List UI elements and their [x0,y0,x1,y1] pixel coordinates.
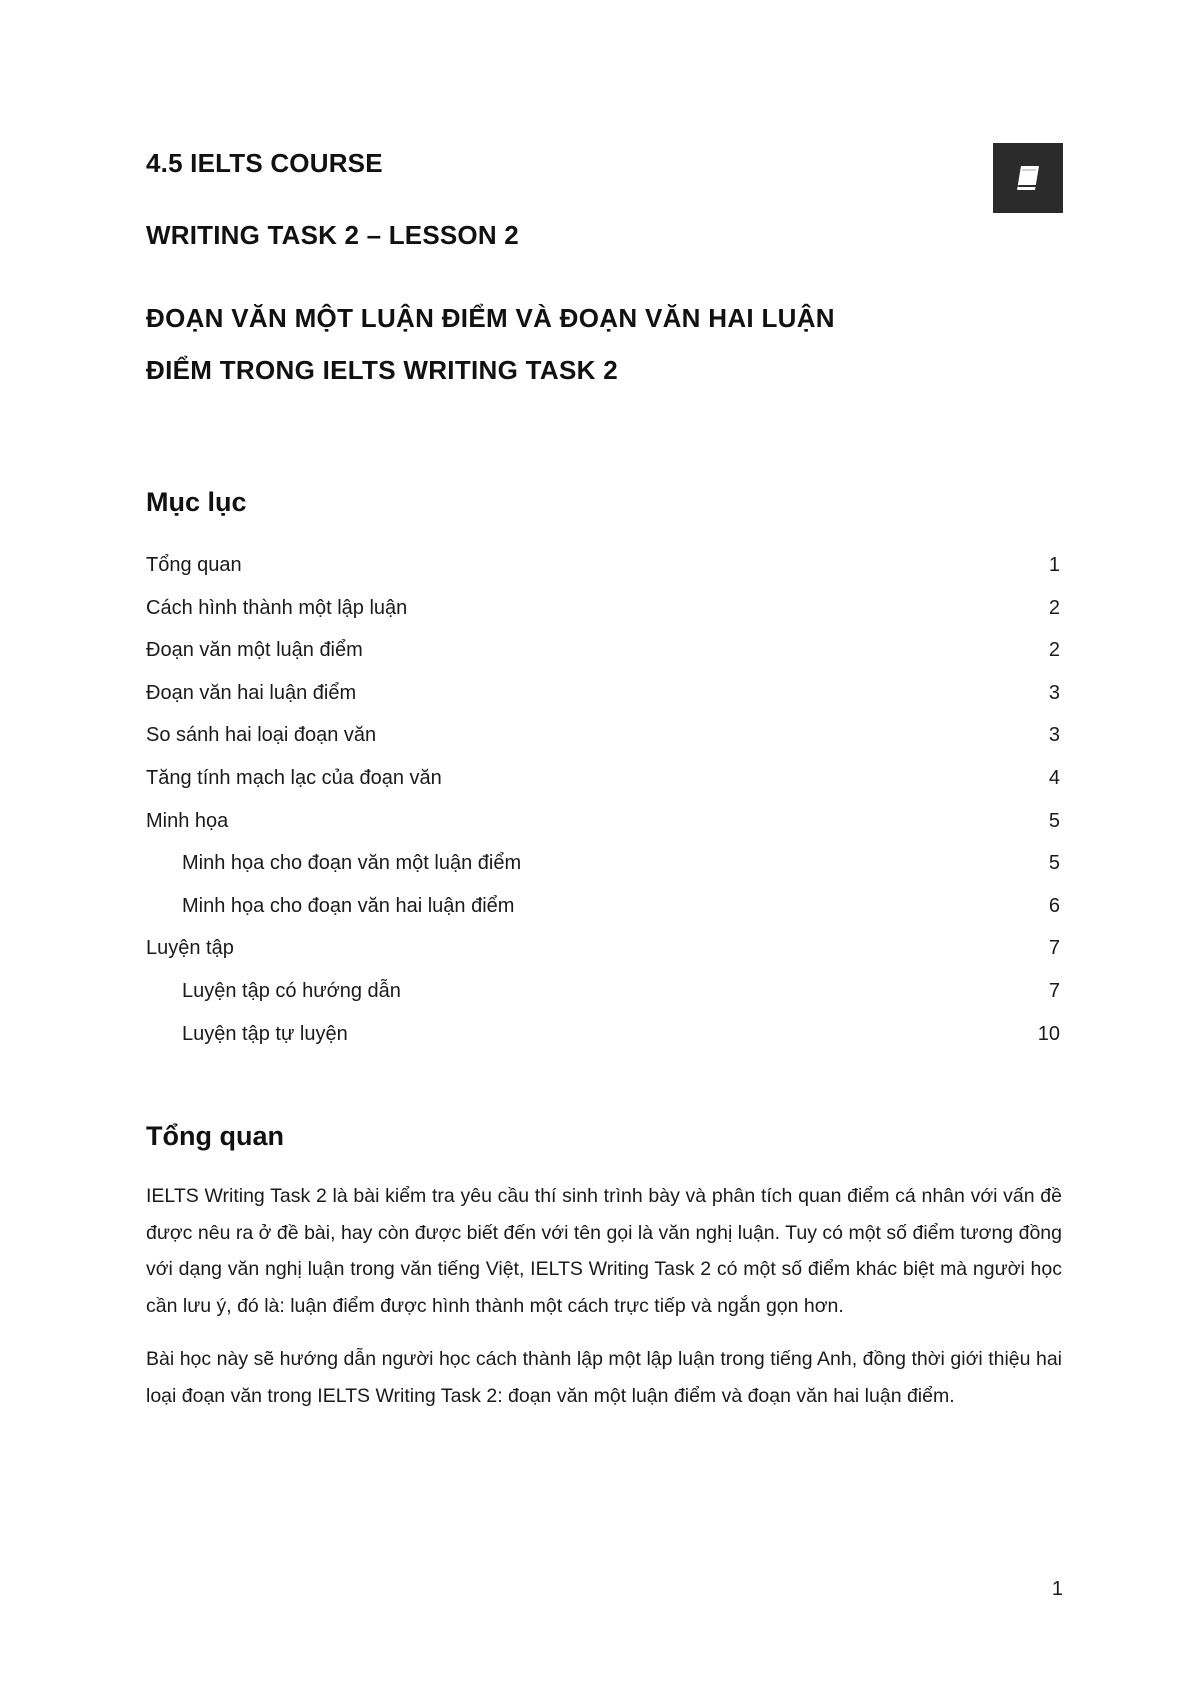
table-of-contents [146,554,1060,1065]
toc-entry-label: Đoạn văn hai luận điểm [146,681,357,704]
lesson-title: WRITING TASK 2 – LESSON 2 [146,220,519,250]
overview-heading: Tổng quan [146,1121,284,1151]
toc-entry-label: Tăng tính mạch lạc của đoạn văn [146,766,442,789]
toc-heading: Mục lục [146,487,247,517]
toc-entry-page: 5 [1048,809,1060,832]
toc-entry-page: 3 [1048,724,1060,747]
toc-subentry[interactable] [146,980,1060,1023]
toc-entry-label: Minh họa cho đoạn văn một luận điểm [182,852,522,875]
toc-entry-page: 2 [1048,596,1060,619]
toc-entry-page: 6 [1048,894,1060,917]
toc-entry-page: 7 [1048,937,1060,960]
document-title [146,292,906,396]
toc-entry-page: 5 [1048,852,1060,875]
toc-entry-label: So sánh hai loại đoạn văn [146,724,377,747]
toc-subentry[interactable] [146,1023,1060,1066]
document-title-line-2: ĐIỂM TRONG IELTS WRITING TASK 2 [146,355,618,385]
toc-entry-page: 2 [1048,639,1060,662]
course-title: 4.5 IELTS COURSE [146,148,383,178]
page-number: 1 [1051,1578,1063,1600]
toc-entry-page: 1 [1048,554,1060,576]
toc-entry-label: Luyện tập tự luyện [182,1022,348,1045]
toc-entry[interactable] [146,597,1060,640]
toc-entry-page: 7 [1048,979,1060,1002]
document-title-line-1: ĐOẠN VĂN MỘT LUẬN ĐIỂM VÀ ĐOẠN VĂN HAI LUẬN [146,303,835,333]
toc-entry[interactable] [146,810,1060,853]
toc-entry[interactable] [146,554,1060,597]
toc-subentry[interactable] [146,852,1060,895]
toc-entry[interactable] [146,639,1060,682]
toc-entry-label: Cách hình thành một lập luận [146,596,408,619]
toc-subentry[interactable] [146,895,1060,938]
toc-entry[interactable] [146,767,1060,810]
toc-entry-page: 4 [1048,766,1060,789]
toc-entry-label: Minh họa cho đoạn văn hai luận điểm [182,894,515,917]
book-icon [1010,160,1046,196]
overview-paragraph: Bài học này sẽ hướng dẫn người học cách thành lập một lập luận trong tiếng Anh, đồng thời giới thiệu hai loại đoạn văn trong IELTS Writing Task 2: đoạn văn một luận điểm và đoạn văn hai luận điểm. [146,1348,1062,1407]
toc-entry[interactable] [146,937,1060,980]
overview-paragraph: IELTS Writing Task 2 là bài kiểm tra yêu cầu thí sinh trình bày và phân tích quan điểm cá nhân với vấn đề được nêu ra ở đề bài, hay còn được biết đến với tên gọi là văn nghị luận. Tuy có một số điểm tương đồng với dạng văn nghị luận trong văn tiếng Việt, IELTS Writing Task 2 có một số điểm khác biệt mà người học cần lưu ý, đó là: luận điểm được hình thành một cách trực tiếp và ngắn gọn hơn. [146,1185,1062,1317]
book-logo [993,143,1063,213]
toc-entry-page: 3 [1048,681,1060,704]
toc-entry-label: Luyện tập có hướng dẫn [182,979,401,1002]
toc-entry-label: Minh họa [146,809,229,832]
toc-entry-label: Đoạn văn một luận điểm [146,639,363,662]
toc-entry[interactable] [146,682,1060,725]
toc-entry-label: Luyện tập [146,937,234,960]
toc-entry-label: Tổng quan [146,554,242,576]
toc-entry-page: 10 [1037,1022,1060,1045]
toc-entry[interactable] [146,724,1060,767]
